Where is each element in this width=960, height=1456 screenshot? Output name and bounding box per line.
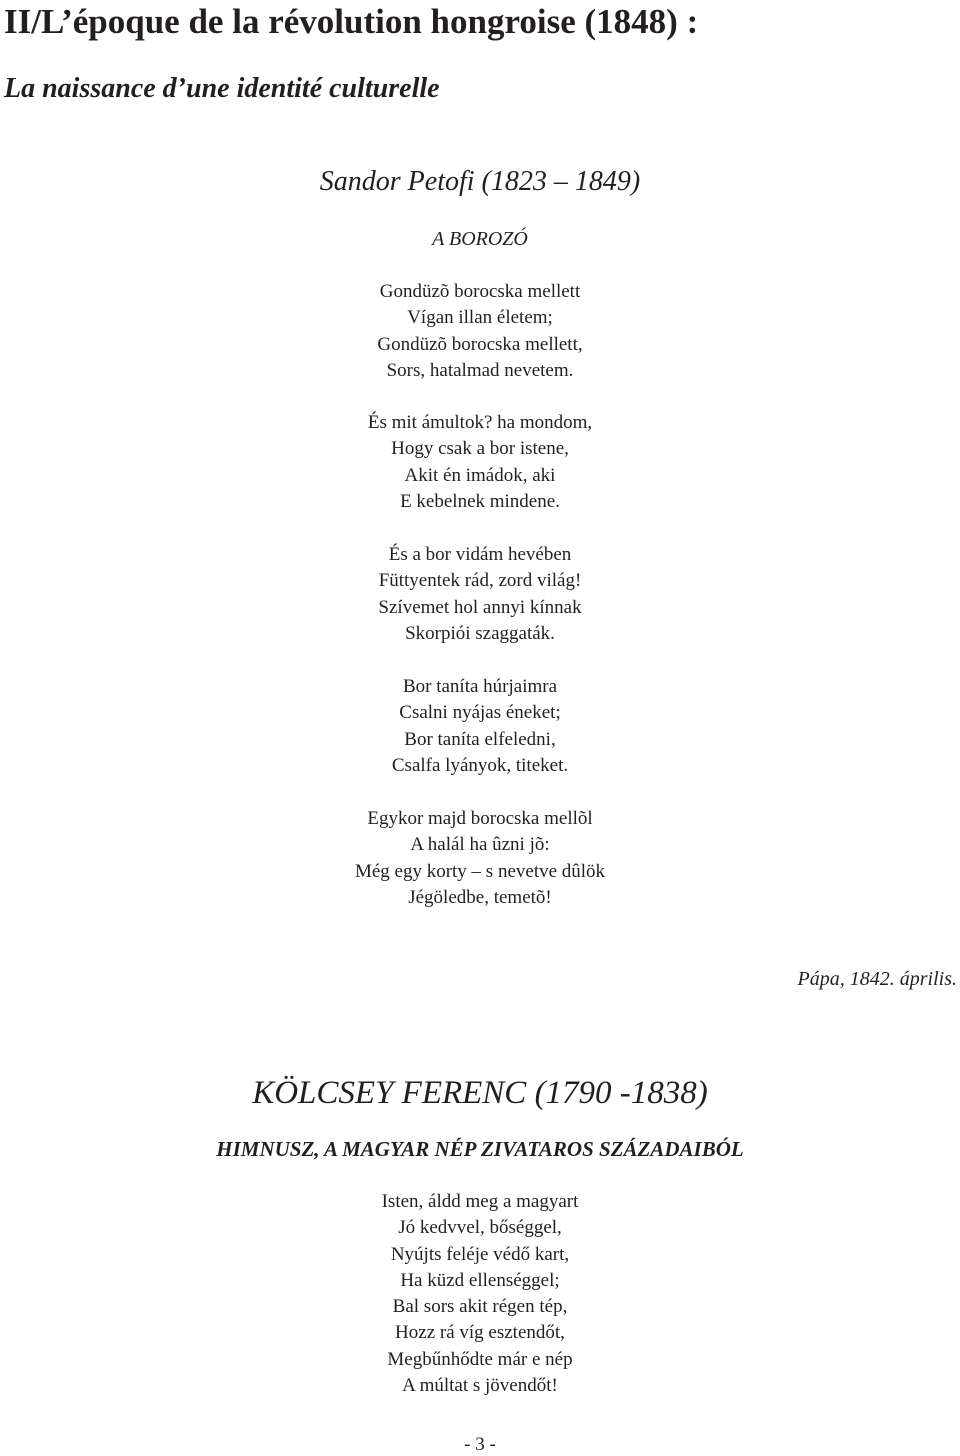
poem-line: Csalfa lyányok, titeket. bbox=[391, 754, 569, 776]
poem-line: Bor taníta elfeledni, bbox=[404, 728, 556, 750]
poem2-stanza-1 bbox=[0, 1189, 960, 1399]
poem-line: Bor taníta húrjaimra bbox=[402, 676, 558, 697]
poem-line: Bal sors akit régen tép, bbox=[392, 1296, 568, 1318]
poem-line: Skorpiói szaggaták. bbox=[405, 622, 555, 644]
poem-line: Csalni nyájas éneket; bbox=[399, 702, 561, 724]
poem-line: Jégöledbe, temetõ! bbox=[408, 886, 552, 908]
page-number: - 3 - bbox=[464, 1434, 496, 1455]
poem1-author: Sandor Petofi (1823 – 1849) bbox=[319, 166, 641, 197]
poem1-place-date: Pápa, 1842. április. bbox=[797, 968, 957, 990]
poem1-stanza-3 bbox=[0, 542, 960, 647]
poem-line: A halál ha ûzni jõ: bbox=[410, 834, 550, 856]
poem-line: Isten, áldd meg a magyart bbox=[381, 1191, 579, 1212]
poem-line: Hogy csak a bor istene, bbox=[391, 438, 569, 460]
poem1-stanza-1 bbox=[0, 279, 960, 384]
poem2-author: KÖLCSEY FERENC (1790 -1838) bbox=[252, 1075, 708, 1111]
poem-line: Nyújts feléje védő kart, bbox=[390, 1243, 570, 1265]
poem-line: Egykor majd borocska mellõl bbox=[367, 808, 593, 829]
poem-line: Vígan illan életem; bbox=[407, 307, 553, 329]
section-heading: II/L’époque de la révolution hongroise (1848) : bbox=[4, 2, 699, 41]
poem-line: Füttyentek rád, zord világ! bbox=[378, 570, 582, 592]
poem1-title: A BOROZÓ bbox=[432, 228, 528, 250]
poem-line: Gondüzõ borocska mellett bbox=[379, 281, 581, 302]
poem-line: És a bor vidám hevében bbox=[388, 544, 572, 565]
section-subtitle: La naissance d’une identité culturelle bbox=[4, 73, 440, 104]
poem-line: Hozz rá víg esztendőt, bbox=[395, 1322, 565, 1344]
poem-line: E kebelnek mindene. bbox=[400, 490, 560, 512]
poem-line: Megbűnhődte már e nép bbox=[387, 1348, 573, 1370]
poem-line: Gondüzõ borocska mellett, bbox=[377, 333, 583, 355]
poem-line: Ha küzd ellenséggel; bbox=[400, 1269, 560, 1291]
poem-line: Jó kedvvel, bőséggel, bbox=[398, 1217, 562, 1239]
poem-line: Sors, hatalmad nevetem. bbox=[386, 359, 574, 381]
poem-line: A múltat s jövendőt! bbox=[402, 1375, 558, 1397]
poem-line: Szívemet hol annyi kínnak bbox=[378, 596, 582, 618]
poem-line: Akit én imádok, aki bbox=[404, 464, 556, 486]
poem-line: Még egy korty – s nevetve dûlök bbox=[354, 860, 606, 882]
poem-line: És mit ámultok? ha mondom, bbox=[367, 412, 593, 433]
poem1-stanza-5 bbox=[0, 806, 960, 911]
poem1-stanza-2 bbox=[0, 410, 960, 515]
poem1-stanza-4 bbox=[0, 674, 960, 779]
poem2-title: HIMNUSZ, A MAGYAR NÉP ZIVATAROS SZÁZADAIBÓL bbox=[216, 1137, 744, 1161]
